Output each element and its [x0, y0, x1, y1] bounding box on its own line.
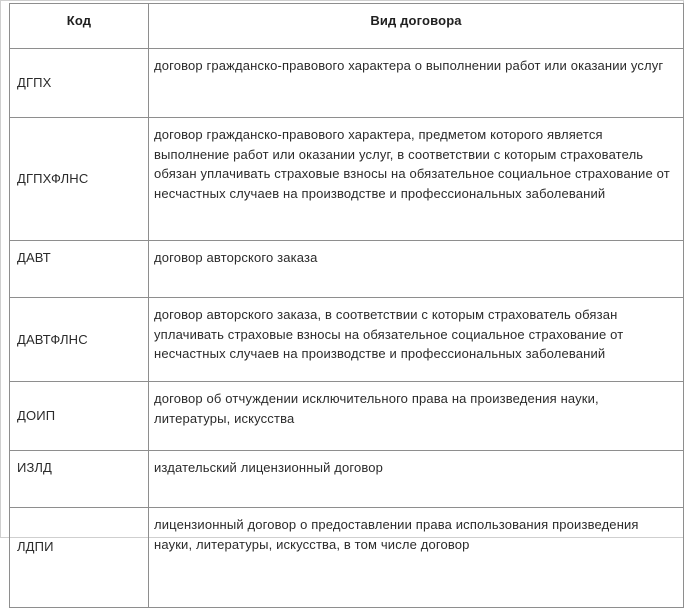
row-contract-type-text: договор авторского заказа [154, 250, 318, 265]
header-code: Код [10, 4, 149, 49]
row-code: ДГПХФЛНС [10, 118, 149, 241]
row-contract-type [149, 49, 684, 118]
table-row [10, 241, 684, 298]
table-row [10, 382, 684, 451]
row-code: ДОИП [10, 382, 149, 451]
row-code: ДАВТ [10, 241, 149, 298]
row-contract-type-text: издательский лицензионный договор [154, 460, 384, 475]
row-contract-type [149, 241, 684, 298]
row-code: ИЗЛД [10, 451, 149, 508]
row-code: ДАВТФЛНС [10, 298, 149, 382]
row-code: ДГПХ [10, 49, 149, 118]
row-contract-type [149, 298, 684, 382]
header-contract-type: Вид договора [149, 4, 684, 49]
row-contract-type [149, 451, 684, 508]
table-row [10, 508, 684, 608]
table-row [10, 118, 684, 241]
row-contract-type-text: договор об отчуждении исключительного права на произведения науки, литературы, искусства [154, 391, 599, 426]
table-row [10, 49, 684, 118]
row-contract-type [149, 382, 684, 451]
row-contract-type-text: лицензионный договор о предоставлении права использования произведения науки, литературы, искусства, в том числе договор [154, 517, 639, 552]
row-contract-type-text: договор гражданско-правового характера, предметом которого является выполнение работ или оказании услуг, в соответствии с которым страхователь обязан уплачивать страховые взносы на обязательное социальное страхование от несчастных случаев на производстве и профессиональных заболеваний [154, 127, 670, 201]
row-contract-type [149, 508, 684, 608]
row-contract-type-text: договор авторского заказа, в соответствии с которым страхователь обязан уплачивать страховые взносы на обязательное социальное страхование от несчастных случаев на производстве и профессиональных заболеваний [154, 307, 624, 361]
table-row [10, 451, 684, 508]
table-row [10, 298, 684, 382]
row-code: ЛДПИ [10, 508, 149, 608]
row-contract-type-text: договор гражданско-правового характера о выполнении работ или оказании услуг [154, 58, 664, 73]
contract-codes-table [9, 3, 684, 608]
table-header-row [10, 4, 684, 49]
row-contract-type [149, 118, 684, 241]
